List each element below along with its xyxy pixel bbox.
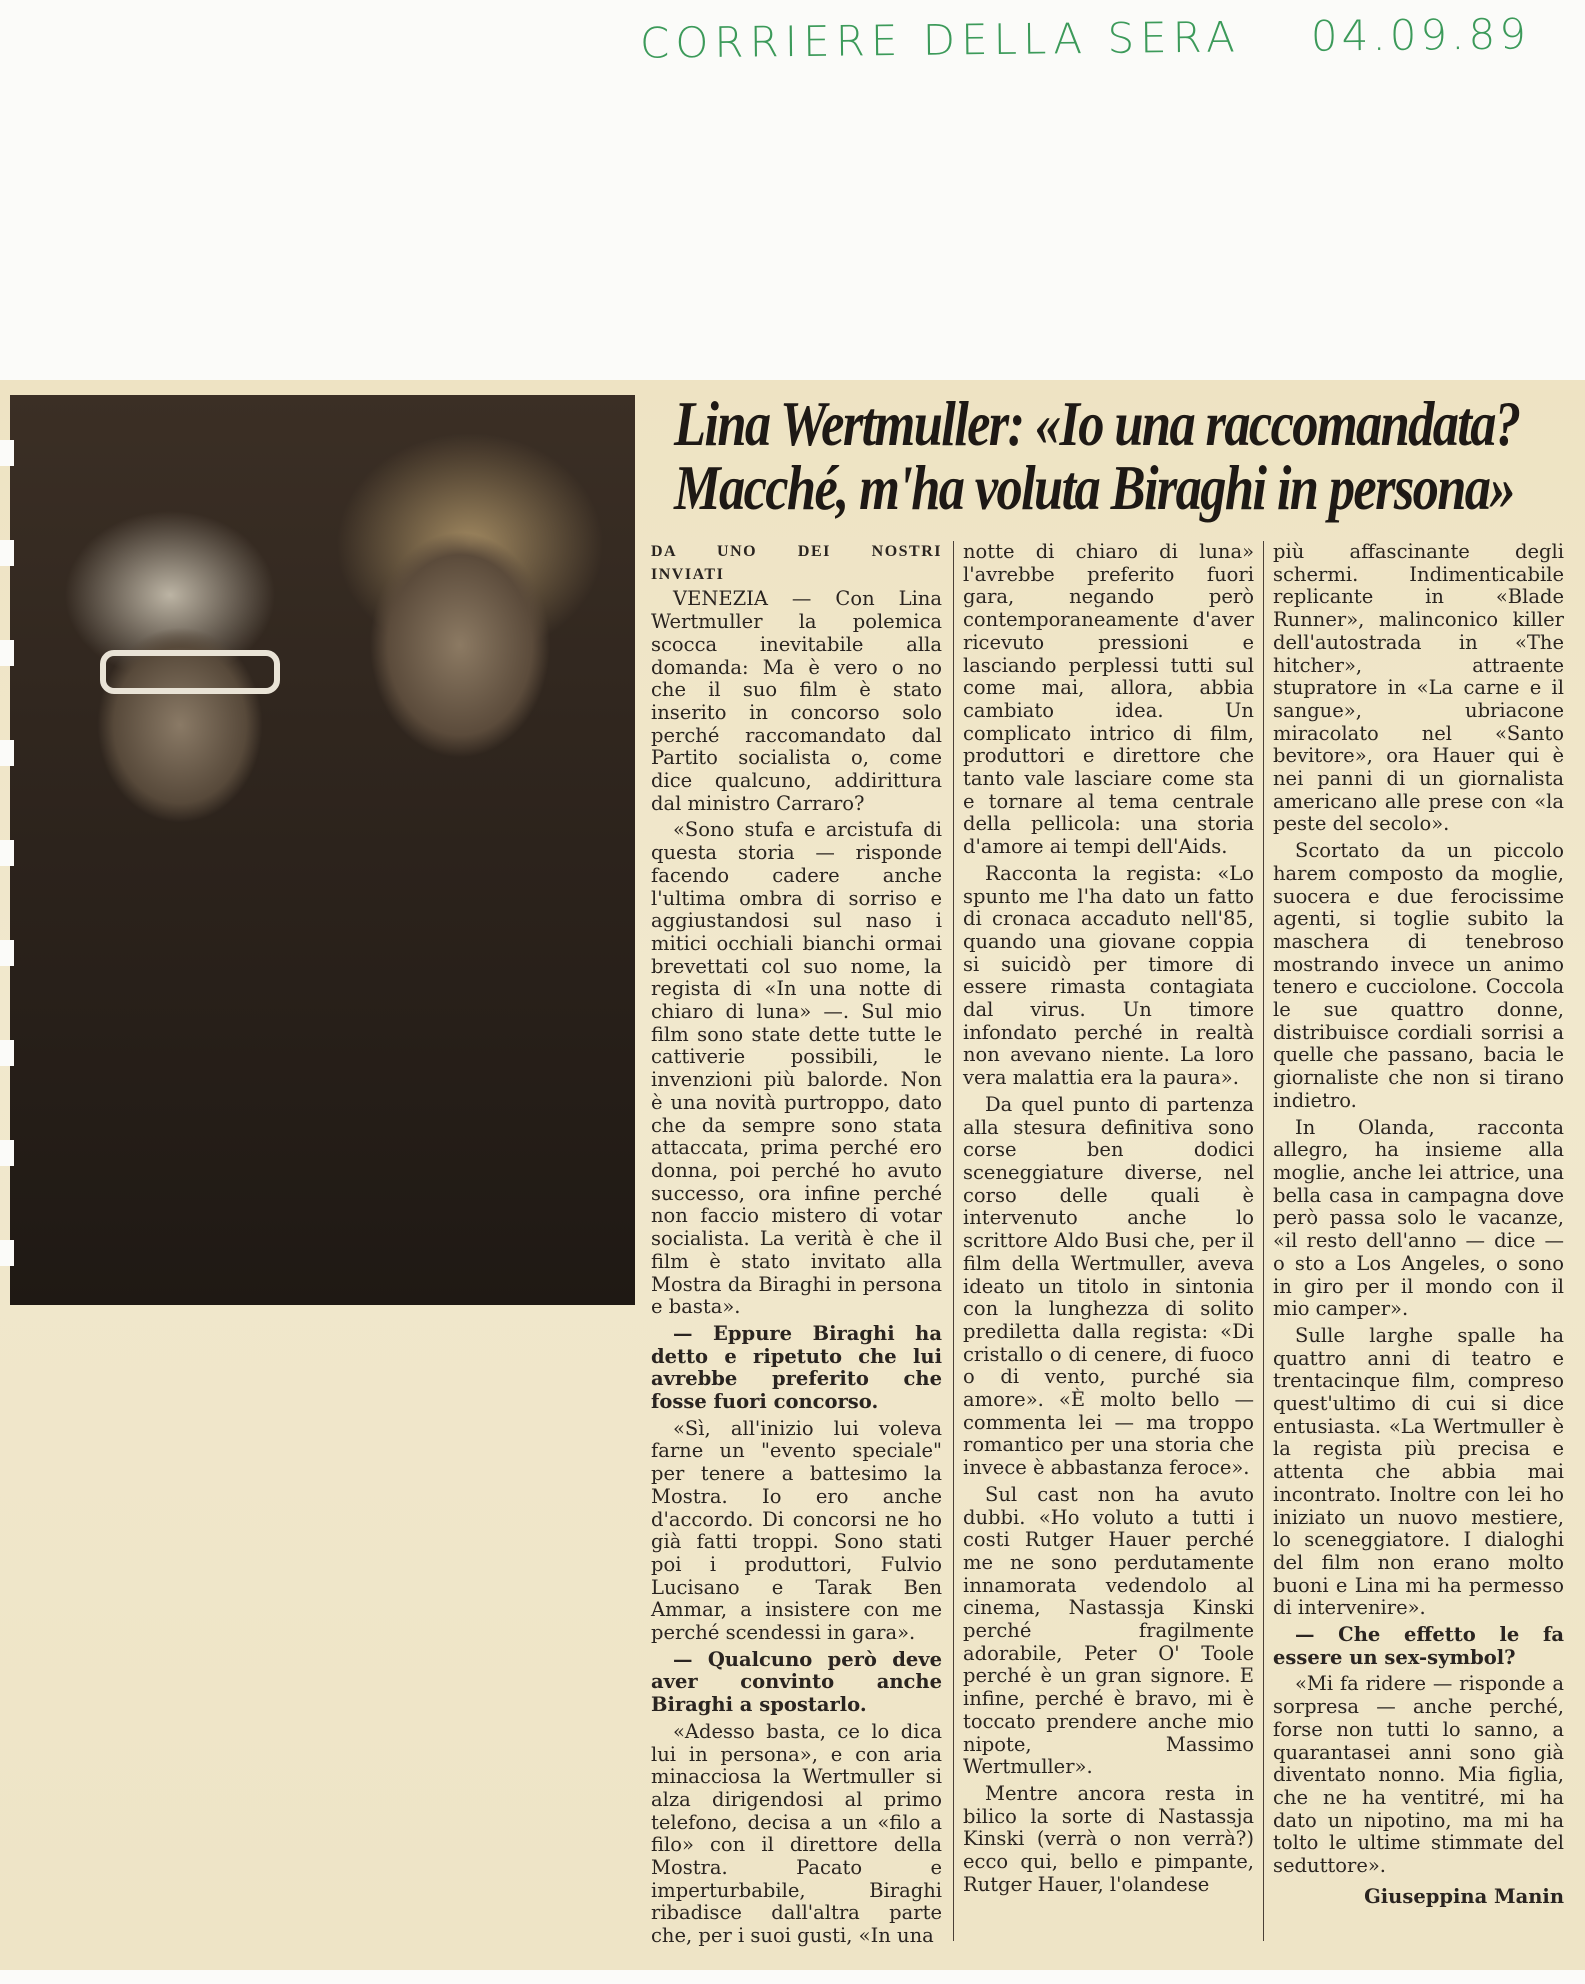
paragraph: Mentre ancora resta in bilico la sorte di Nastassja Kinski (verrà o non verrà?) ecco qui, bello e pimpante, Rutger Hauer, l'olandese [963,1781,1254,1896]
binder-hole [0,1040,14,1066]
date-annotation: 04.09.89 [1310,9,1531,61]
paragraph: più affascinante degli schermi. Indimenticabile replicante in «Blade Runner», malinconico killer dell'autostrada in «The hitcher», attraente stupratore in «La carne e il sangue», ubriacone miracolato nel «Santo bevitore», ora Hauer qui è nei panni di un giornalista americano alle prese con «la peste del secolo». [1273,540,1564,836]
binder-hole [0,940,14,966]
headline [674,388,1520,523]
paragraph: notte di chiaro di luna» l'avrebbe preferito fuori gara, negando però contemporaneamente d'aver ricevuto pressioni e lasciando perplessi tutti sul come mai, allora, abbia cambiato idea. Un complicato intrico di film, produttori e direttore che tanto vale lasciare come sta e tornare al tema centrale della pellicola: una storia d'amore ai tempi dell'Aids. [963,540,1254,859]
paragraph: VENEZIA — Con Lina Wertmuller la polemica scocca inevitabile alla domanda: Ma è vero o no che il suo film è stato inserito in concorso solo perché raccomandato dal Partito socialista o, come dice qualcuno, addirittura dal ministro Carraro? [651,587,942,815]
binder-hole [0,1140,14,1166]
paragraph: Sul cast non ha avuto dubbi. «Ho voluto a tutti i costi Rutger Hauer perché me ne sono perdutamente innamorata vedendolo al cinema, Nastassja Kinski perché fragilmente adorabile, Peter O' Toole perché è un gran signore. E infine, perché è bravo, mi è toccato prendere anche mio nipote, Massimo Wertmuller». [963,1482,1254,1779]
column-divider [953,541,954,1941]
article-column-2 [963,541,1254,1900]
paragraph: «Sono stufa e arcistufa di questa storia — risponde facendo cadere anche l'ultima ombra di sorriso e aggiustandosi sul naso i mitici occhiali bianchi ormai brevettati col suo nome, la regista di «In una notte di chiaro di luna» —. Sul mio film sono state dette tutte le cattiverie possibili, le invenzioni più balorde. Non è una novità purtroppo, dato che da sempre sono stata attaccata, prima perché ero donna, poi perché ho avuto successo, ora infine perché non faccio mistero di votar socialista. La verità è che il film è stato invitato alla Mostra da Biraghi in persona e basta». [651,818,942,1319]
interview-question: — Qualcuno però deve aver convinto anche Biraghi a spostarlo. [651,1647,942,1717]
handwritten-annotation [640,9,1530,67]
kicker: DA UNO DEI NOSTRI INVIATI [651,543,942,583]
paragraph: «Sì, all'inizio lui voleva farne un "evento speciale" per tenere a battesimo la Mostra. Io ero anche d'accordo. Di concorsi ne ho già fatti troppi. Sono stati poi i produttori, Fulvio Lucisano e Tarak Ben Ammar, a insistere con me perché scendessi in gara». [651,1416,942,1645]
source-annotation: CORRIERE DELLA SERA [639,12,1242,68]
interview-question: — Eppure Biraghi ha detto e ripetuto che lui avrebbe preferito che fosse fuori concorso. [651,1321,942,1414]
binder-hole [0,540,14,566]
binder-hole [0,640,14,666]
byline: Giuseppina Manin [1364,1884,1564,1908]
paragraph: Racconta la regista: «Lo spunto me l'ha dato un fatto di cronaca accaduto nell'85, quando una giovane coppia si suicidò per timore di essere rimasta contagiata dal virus. Un timore infondato perché in realtà non avevano niente. La loro vera malattia era la paura». [963,861,1254,1090]
white-glasses [100,650,280,694]
headline-line: Lina Wertmuller: «Io una raccomandata? [674,388,1520,459]
binder-hole [0,1240,14,1266]
article-column-1 [651,541,942,1952]
binder-hole [0,840,14,866]
interview-question: — Che effetto le fa essere un sex-symbol? [1273,1623,1564,1669]
paragraph: «Adesso basta, ce lo dica lui in persona», e con aria minacciosa la Wertmuller si alza dirigendosi al primo telefono, decisa a un «filo a filo» con il direttore della Mostra. Pacato e imperturbabile, Biraghi ribadisce dall'altra parte che, per i suoi gusti, «In una [651,1719,942,1948]
article-photo [10,395,635,1305]
binder-hole [0,440,14,466]
headline-line: Macché, m'ha voluta Biraghi in persona» [674,452,1514,523]
paragraph: Sulle larghe spalle ha quattro anni di teatro e trentacinque film, compreso quest'ultimo di cui si dice entusiasta. «La Wertmuller è la regista più precisa e attenta che abbia mai incontrato. Inoltre con lei ho iniziato un nuovo mestiere, lo sceneggiatore. I dialoghi del film non erano molto buoni e Lina mi ha permesso di intervenire». [1273,1323,1564,1620]
paragraph: «Mi fa ridere — risponde a sorpresa — anche perché, forse non tutti lo sanno, a quarantasei anni sono già diventato nonno. Mia figlia, che ne ha ventitré, mi ha dato un nipotino, ma mi ha tolto le ultime stimmate del seduttore». [1273,1672,1564,1878]
binder-hole [0,740,14,766]
column-divider [1263,541,1264,1941]
paragraph: Scortato da un piccolo harem composto da moglie, suocera e due ferocissime agenti, si toglie subito la maschera di tenebroso mostrando invece un animo tenero e cucciolone. Coccola le sue quattro donne, distribuisce cordiali sorrisi a quelle che passano, bacia le giornaliste che non si tirano indietro. [1273,839,1564,1112]
article-column-3 [1273,541,1564,1908]
paragraph: Da quel punto di partenza alla stesura definitiva sono corse ben dodici sceneggiature diverse, nel corso delle quali è intervenuto anche lo scrittore Aldo Busi che, per il film della Wertmuller, aveva ideato un titolo in sintonia con la lunghezza di solito prediletta dalla regista: «Di cristallo o di cenere, di fuoco o di vento, purché sia amore». «È molto bello — commenta lei — ma troppo romantico per una storia che invece è abbastanza feroce». [963,1092,1254,1480]
paragraph: In Olanda, racconta allegro, ha insieme alla moglie, anche lei attrice, una bella casa in campagna dove però passa solo le vacanze, «il resto dell'anno — dice — o sto a Los Angeles, o sono in giro per il mondo con il mio camper». [1273,1115,1564,1321]
